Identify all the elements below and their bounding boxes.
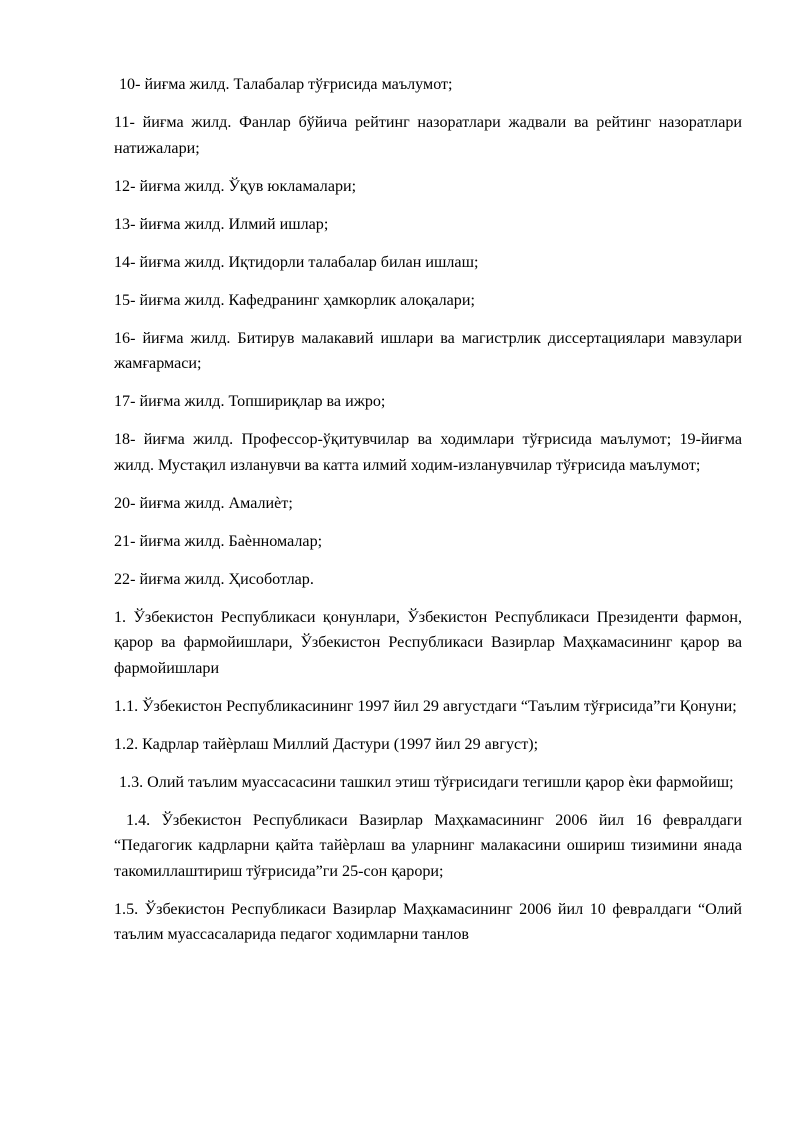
list-item-folder-21: 21- йиғма жилд. Баѐнномалар; bbox=[114, 532, 323, 550]
list-item-folder-12: 12- йиғма жилд. Ўқув юкламалари; bbox=[114, 177, 357, 195]
list-item-folder-16: 16- йиғма жилд. Битирув малакавий ишлари ва магистрлик диссертациялари мавзулари жамғармаси; bbox=[114, 329, 742, 372]
list-item-folder-22: 22- йиғма жилд. Ҳисоботлар. bbox=[114, 570, 314, 588]
section-heading-1: 1. Ўзбекистон Республикаси қонунлари, Ўзбекистон Республикаси Президенти фармон, қарор ва фармойишлари, Ўзбекистон Республикаси Вазирлар Маҳкамасининг қарор ва фармойишлари bbox=[114, 608, 742, 677]
list-item-1-2: 1.2. Кадрлар тайѐрлаш Миллий Дастури (1997 йил 29 август); bbox=[114, 735, 539, 753]
list-item-folder-18-19: 18- йиғма жилд. Профессор-ўқитувчилар ва ходимлари тўғрисида маълумот; 19-йиғма жилд. Мустақил изланувчи ва катта илмий ходим-изланувчилар тўғрисида маълумот; bbox=[114, 431, 742, 474]
list-item-folder-13: 13- йиғма жилд. Илмий ишлар; bbox=[114, 215, 329, 233]
list-item-folder-17: 17- йиғма жилд. Топшириқлар ва ижро; bbox=[114, 393, 386, 410]
list-item-1-4: 1.4. Ўзбекистон Республикаси Вазирлар Маҳкамасининг 2006 йил 16 февралдаги “Педагогик кадрларни қайта тайѐрлаш ва уларнинг малакасини ошириш тизимини янада такомиллаштириш тўғрисида”ги 25-сон қарори; bbox=[114, 811, 742, 880]
list-item-folder-20: 20- йиғма жилд. Амалиѐт; bbox=[114, 494, 293, 512]
list-item-1-3: 1.3. Олий таълим муассасасини ташкил этиш тўғрисидаги тегишли қарор ѐки фармойиш; bbox=[119, 773, 734, 791]
document-page bbox=[114, 72, 742, 960]
list-item-1-5: 1.5. Ўзбекистон Республикаси Вазирлар Маҳкамасининг 2006 йил 10 февралдаги “Олий таълим муассасаларида педагог ходимларни танлов bbox=[114, 900, 742, 943]
list-item-1-1: 1.1. Ўзбекистон Республикасининг 1997 йил 29 августдаги “Таълим тўғрисида”ги Қонуни; bbox=[114, 697, 737, 715]
list-item-folder-11: 11- йиғма жилд. Фанлар бўйича рейтинг назоратлари жадвали ва рейтинг назоратлари натижалари; bbox=[114, 114, 742, 157]
list-item-folder-15: 15- йиғма жилд. Кафедранинг ҳамкорлик алоқалари; bbox=[114, 291, 475, 309]
list-item-folder-14: 14- йиғма жилд. Иқтидорли талабалар билан ишлаш; bbox=[114, 253, 479, 271]
list-item-folder-10: 10- йиғма жилд. Талабалар тўғрисида маълумот; bbox=[119, 76, 453, 93]
